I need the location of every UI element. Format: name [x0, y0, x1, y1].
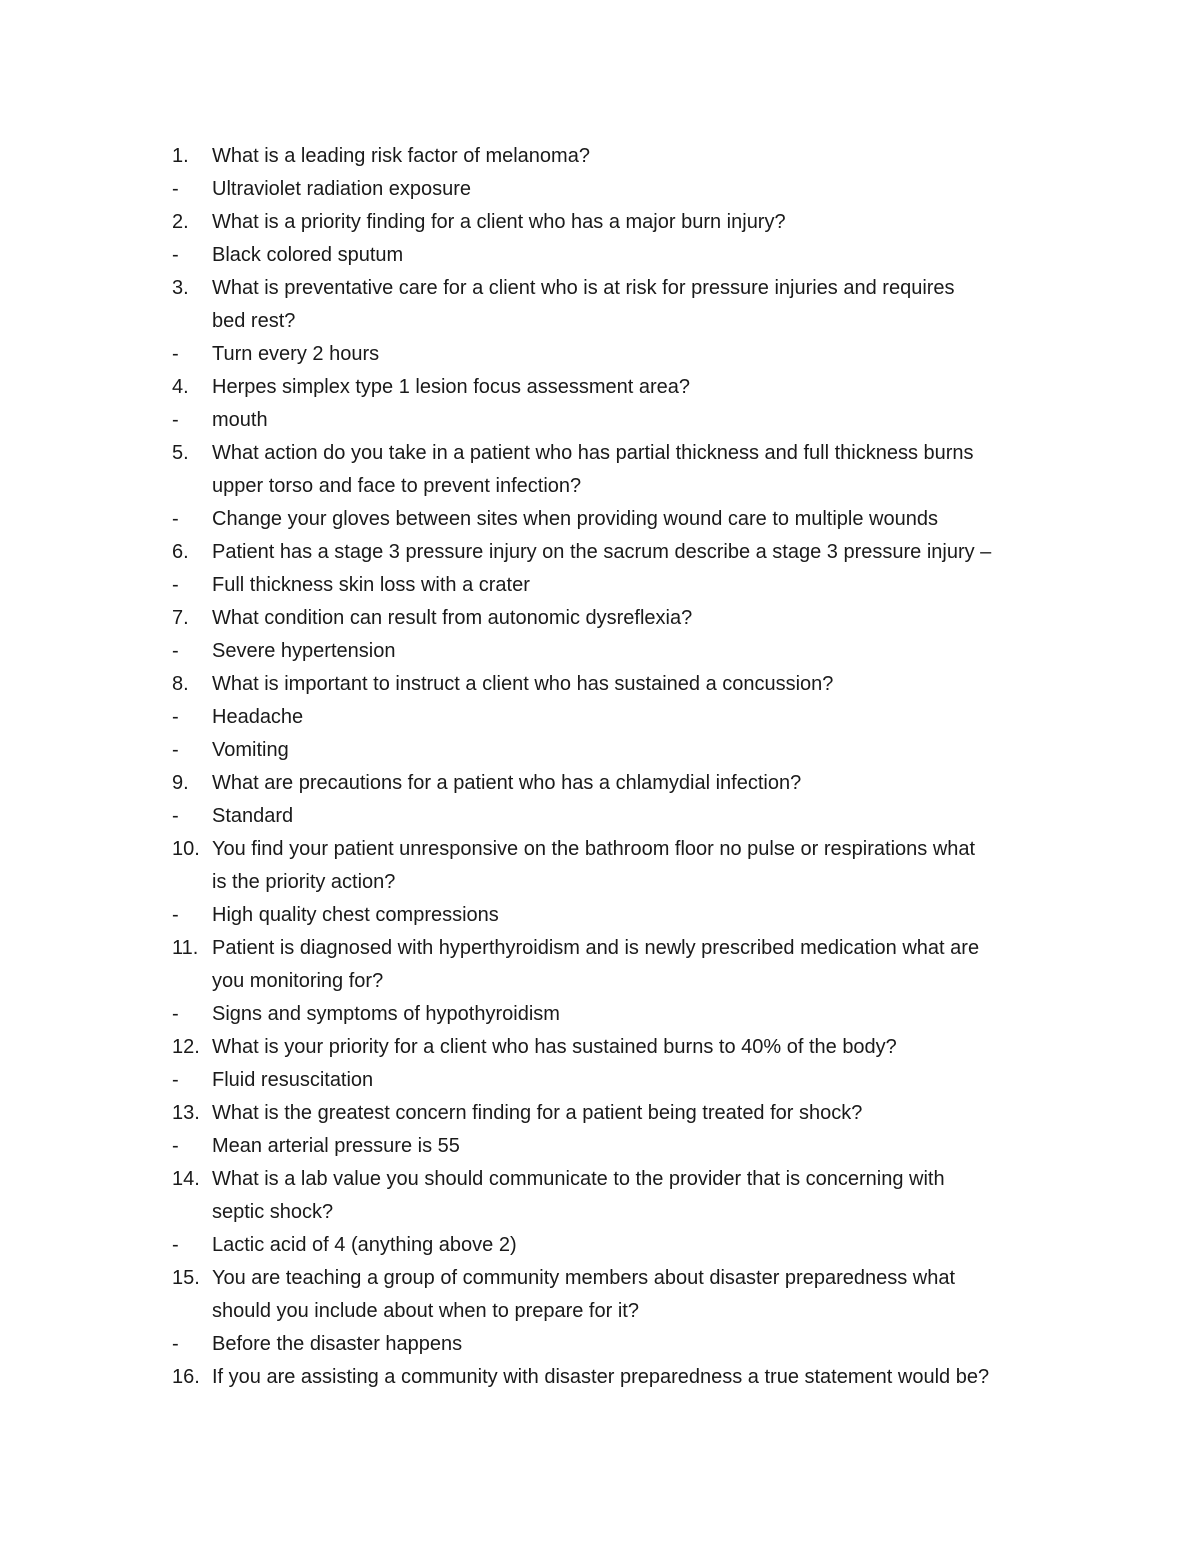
question-number: 16. — [172, 1366, 200, 1388]
question-number: 8. — [172, 673, 189, 695]
question-text: What condition can result from autonomic dysreflexia? — [212, 607, 693, 629]
answer-item — [172, 998, 1072, 1031]
answer-bullet: - — [172, 1135, 179, 1157]
answer-item — [172, 404, 1072, 437]
question-number: 2. — [172, 211, 189, 233]
question-text: You are teaching a group of community members about disaster preparedness what — [212, 1267, 956, 1289]
question-text: you monitoring for? — [212, 970, 384, 992]
question-item — [172, 536, 1072, 569]
answer-text: Lactic acid of 4 (anything above 2) — [212, 1234, 517, 1256]
question-item — [172, 1361, 1072, 1394]
answer-item — [172, 635, 1072, 668]
answer-text: Standard — [212, 805, 294, 827]
question-item — [172, 371, 1072, 404]
answer-text: Before the disaster happens — [212, 1333, 463, 1355]
answer-bullet: - — [172, 574, 179, 596]
question-item — [172, 437, 1072, 470]
question-text: What is important to instruct a client who has sustained a concussion? — [212, 673, 834, 695]
answer-bullet: - — [172, 1069, 179, 1091]
question-item — [172, 272, 1072, 305]
question-text: should you include about when to prepare for it? — [212, 1300, 639, 1322]
answer-text: Turn every 2 hours — [212, 343, 380, 365]
answer-bullet: - — [172, 1003, 179, 1025]
question-text: What is a priority finding for a client who has a major burn injury? — [212, 211, 786, 233]
answer-item — [172, 1064, 1072, 1097]
answer-text: mouth — [212, 409, 268, 431]
question-number: 6. — [172, 541, 189, 563]
question-text: What are precautions for a patient who has a chlamydial infection? — [212, 772, 802, 794]
answer-item — [172, 569, 1072, 602]
answer-item — [172, 239, 1072, 272]
answer-text: Black colored sputum — [212, 244, 404, 266]
question-continuation — [172, 1196, 1072, 1229]
question-text: bed rest? — [212, 310, 296, 332]
answer-text: Ultraviolet radiation exposure — [212, 178, 472, 200]
question-number: 5. — [172, 442, 189, 464]
question-text: septic shock? — [212, 1201, 334, 1223]
question-continuation — [172, 965, 1072, 998]
answer-bullet: - — [172, 343, 179, 365]
question-text: What is your priority for a client who has sustained burns to 40% of the body? — [212, 1036, 897, 1058]
question-text: is the priority action? — [212, 871, 396, 893]
question-continuation — [172, 866, 1072, 899]
question-text: What is preventative care for a client who is at risk for pressure injuries and requires — [212, 277, 955, 299]
question-text: What is a leading risk factor of melanoma? — [212, 145, 590, 167]
answer-bullet: - — [172, 706, 179, 728]
answer-bullet: - — [172, 640, 179, 662]
question-item — [172, 1031, 1072, 1064]
answer-text: Fluid resuscitation — [212, 1069, 374, 1091]
question-number: 12. — [172, 1036, 200, 1058]
question-item — [172, 140, 1072, 173]
question-continuation — [172, 305, 1072, 338]
answer-bullet: - — [172, 244, 179, 266]
answer-text: Change your gloves between sites when providing wound care to multiple wounds — [212, 508, 938, 530]
question-number: 9. — [172, 772, 189, 794]
answer-item — [172, 338, 1072, 371]
answer-item — [172, 173, 1072, 206]
answer-item — [172, 800, 1072, 833]
question-item — [172, 1262, 1072, 1295]
answer-text: Severe hypertension — [212, 640, 396, 662]
question-number: 15. — [172, 1267, 200, 1289]
answer-item — [172, 1229, 1072, 1262]
question-item — [172, 1163, 1072, 1196]
question-text: upper torso and face to prevent infection? — [212, 475, 582, 497]
question-item — [172, 602, 1072, 635]
answer-text: Mean arterial pressure is 55 — [212, 1135, 460, 1157]
question-item — [172, 206, 1072, 239]
answer-bullet: - — [172, 805, 179, 827]
question-text: What action do you take in a patient who has partial thickness and full thickness burns — [212, 442, 974, 464]
question-continuation — [172, 1295, 1072, 1328]
question-number: 11. — [172, 937, 199, 959]
question-number: 13. — [172, 1102, 200, 1124]
answer-bullet: - — [172, 409, 179, 431]
question-text: Patient has a stage 3 pressure injury on the sacrum describe a stage 3 pressure injury – — [212, 541, 992, 563]
question-text: You find your patient unresponsive on the bathroom floor no pulse or respirations what — [212, 838, 976, 860]
answer-item — [172, 1328, 1072, 1361]
answer-bullet: - — [172, 739, 179, 761]
answer-bullet: - — [172, 1333, 179, 1355]
question-item — [172, 767, 1072, 800]
answer-text: Headache — [212, 706, 304, 728]
question-number: 14. — [172, 1168, 200, 1190]
answer-item — [172, 899, 1072, 932]
answer-text: Full thickness skin loss with a crater — [212, 574, 530, 596]
question-number: 10. — [172, 838, 200, 860]
answer-text: High quality chest compressions — [212, 904, 499, 926]
answer-item — [172, 503, 1072, 536]
answer-bullet: - — [172, 1234, 179, 1256]
question-number: 4. — [172, 376, 189, 398]
question-item — [172, 833, 1072, 866]
question-text: What is a lab value you should communicate to the provider that is concerning with — [212, 1168, 945, 1190]
question-text: What is the greatest concern finding for a patient being treated for shock? — [212, 1102, 863, 1124]
answer-text: Signs and symptoms of hypothyroidism — [212, 1003, 560, 1025]
answer-item — [172, 734, 1072, 767]
question-number: 7. — [172, 607, 189, 629]
question-answer-list — [172, 140, 1072, 1394]
question-number: 3. — [172, 277, 189, 299]
answer-item — [172, 1130, 1072, 1163]
question-item — [172, 1097, 1072, 1130]
question-continuation — [172, 470, 1072, 503]
question-item — [172, 668, 1072, 701]
answer-text: Vomiting — [212, 739, 289, 761]
question-item — [172, 932, 1072, 965]
answer-bullet: - — [172, 178, 179, 200]
answer-bullet: - — [172, 508, 179, 530]
answer-item — [172, 701, 1072, 734]
question-text: Herpes simplex type 1 lesion focus assessment area? — [212, 376, 691, 398]
answer-bullet: - — [172, 904, 179, 926]
question-text: If you are assisting a community with disaster preparedness a true statement would be? — [212, 1366, 990, 1388]
question-number: 1. — [172, 145, 189, 167]
question-text: Patient is diagnosed with hyperthyroidism and is newly prescribed medication what are — [212, 937, 980, 959]
